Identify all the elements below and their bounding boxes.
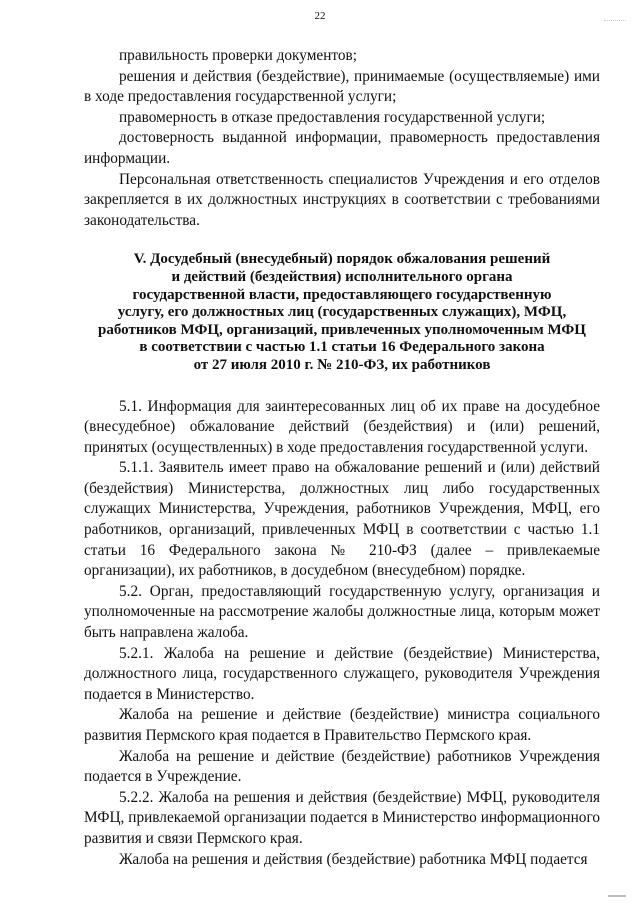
heading-line: государственной власти, предоставляющего государственную bbox=[132, 286, 552, 303]
document-body bbox=[84, 46, 600, 870]
paragraph: 5.1.1. Заявитель имеет право на обжалование решений и (или) действий (бездействия) Министерства, должностных лиц либо государственных служащих Министерства, Учреждения, работников Учреждения, МФЦ, его работников, организаций, привлеченных МФЦ в соответствии с частью 1.1 статьи 16 Федерального закона № 210-ФЗ (далее – привлекаемые организации), их работников, в досудебном (внесудебном) порядке. bbox=[84, 459, 600, 580]
paragraph: 5.2.1. Жалоба на решение и действие (бездействие) Министерства, должностного лица, государственного служащего, руководителя Учреждения подается в Министерство. bbox=[84, 644, 600, 703]
heading-line: работников МФЦ, организаций, привлеченных уполномоченным МФЦ bbox=[98, 321, 586, 338]
heading-line: в соответствии с частью 1.1 статьи 16 Федерального закона bbox=[139, 339, 545, 356]
paragraph: 5.2.2. Жалоба на решения и действия (бездействие) МФЦ, руководителя МФЦ, привлекаемой организации подается в Министерство информационного развития и связи Пермского края. bbox=[84, 788, 600, 847]
heading-line: от 27 июля 2010 г. № 210-ФЗ, их работников bbox=[193, 356, 491, 373]
paragraph: 5.2. Орган, предоставляющий государственную услугу, организация и уполномоченные на рассмотрение жалобы должностные лица, которым может быть направлена жалоба. bbox=[84, 582, 600, 642]
paragraph: правильность проверки документов; bbox=[119, 47, 357, 64]
paragraph: Персональная ответственность специалистов Учреждения и его отделов закрепляется в их должностных инструкциях в соответствии с требованиями законодательства. bbox=[84, 170, 600, 229]
paragraph: решения и действия (бездействие), принимаемые (осуществляемые) ими в ходе предоставления государственной услуги; bbox=[84, 67, 600, 106]
paragraph: достоверность выданной информации, правомерность предоставления информации. bbox=[84, 129, 600, 167]
section-heading bbox=[84, 251, 600, 374]
paragraph: правомерность в отказе предоставления государственной услуги; bbox=[119, 108, 546, 126]
paragraph: Жалоба на решения и действия (бездействие) работника МФЦ подается bbox=[119, 850, 588, 868]
paragraph: Жалоба на решение и действие (бездействие) работников Учреждения подается в Учреждение. bbox=[84, 747, 600, 786]
paragraph: Жалоба на решение и действие (бездействие) министра социального развития Пермского края подается в Правительство Пермского края. bbox=[84, 706, 600, 744]
heading-line: V. Досудебный (внесудебный) порядок обжалования решений bbox=[133, 251, 551, 268]
heading-line: и действий (бездействия) исполнительного органа bbox=[171, 268, 513, 285]
corner-mark bbox=[604, 20, 626, 21]
paragraph: 5.1. Информация для заинтересованных лиц об их праве на досудебное (внесудебное) обжалование действий (бездействия) и (или) решений, принятых (осуществленных) в ходе предоставления государственной услуги. bbox=[84, 397, 600, 456]
heading-line: услугу, его должностных лиц (государственных служащих), МФЦ, bbox=[117, 304, 567, 321]
edge-mark bbox=[608, 895, 626, 897]
page-number: 22 bbox=[314, 10, 326, 22]
